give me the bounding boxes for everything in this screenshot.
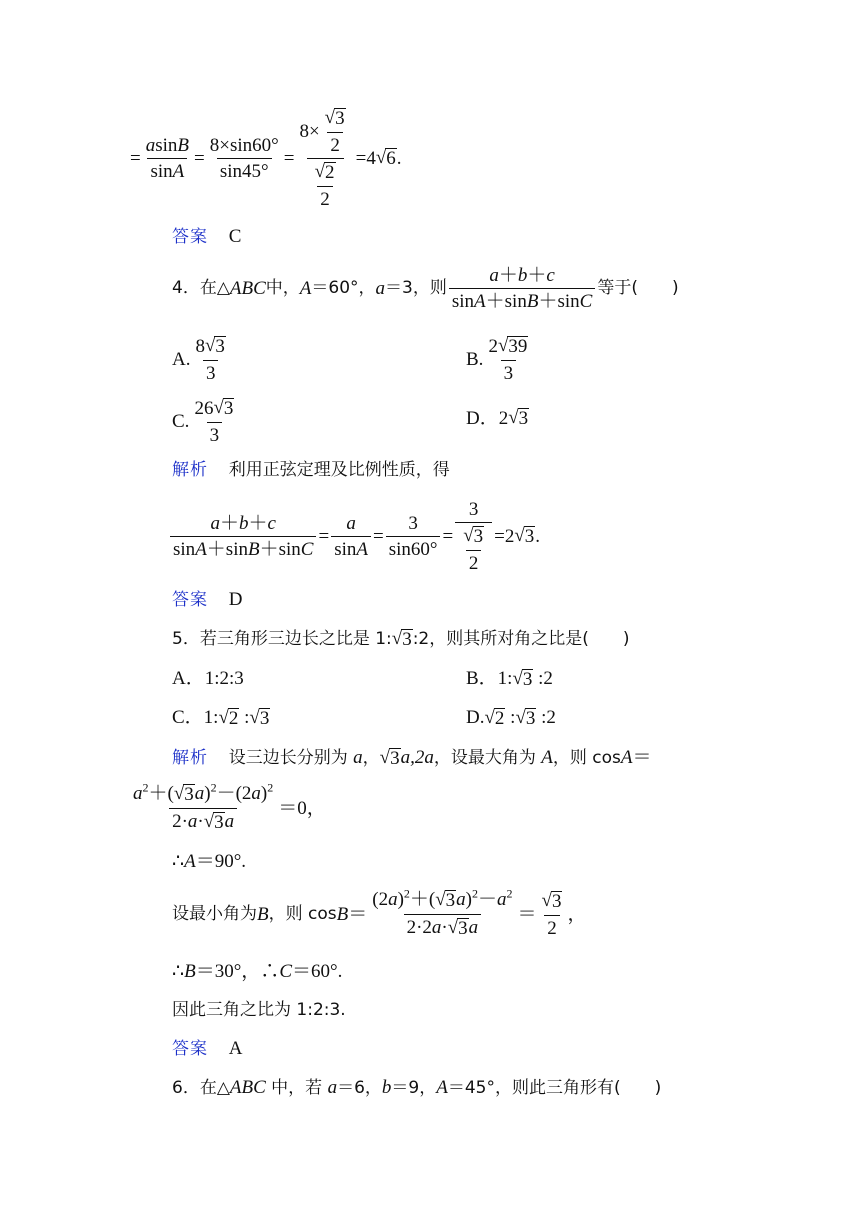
analysis-q5-cosB: 设最小角为 B ，则 cos B ＝ $(2a)^2+$( √ 3 $a)^2-a^2$ 2·2a· √ 3 a ＝ √ 3 2 ， — [172, 886, 587, 939]
analysis-q4-equation: $\frac{a+b+c}{\sin A+\sin B+\sin C}$ = $\frac{a}{\sin A}$ = $\frac{3}{\sin 60^\circ}$ = 3 √ 3 2 =2 √ 3 . — [168, 500, 540, 573]
analysis-q5-line5: ∴B＝30°，∴C＝60°. — [172, 961, 343, 982]
option-c-q4[interactable]: C. 26 √ 3 3 — [172, 397, 234, 446]
fraction-asinB-over-sinA: $\frac{asinB}{\sin A}$ — [145, 134, 190, 182]
answer-value: C — [228, 226, 242, 247]
analysis-q5-line6: 因此三角之比为 1:2:3. — [172, 1000, 346, 1020]
fraction-abc-over-sines: $\frac{a+b+c}{\sin A+\sin B+\sin C}$ — [449, 266, 595, 311]
analysis-label: 解析 — [172, 460, 208, 480]
sqrt-6: √ 6 — [375, 146, 396, 169]
option-c-q5[interactable]: C．1: √ 2 : √ 3 — [172, 707, 270, 729]
fraction-8sin60-over-sin45: $\frac{8\times\sin 60^\circ}{\sin 45^\circ}$ — [209, 134, 279, 182]
option-b-q4[interactable]: B. 2 √ 39 3 — [466, 335, 528, 384]
answer-line-q5: 答案 A — [172, 1038, 243, 1059]
answer-line-q4: 答案 D — [172, 589, 243, 610]
analysis-q5-line3: ∴A＝90°. — [172, 851, 247, 872]
analysis-q5-line1: 解析 设三边长分别为 a， √ 3 a,2a，设最大角为 A，则 cosA＝ — [172, 747, 652, 769]
option-b-q5[interactable]: B．1: √ 3 :2 — [466, 668, 553, 690]
answer-label: 答案 — [172, 227, 208, 247]
option-d-q5[interactable]: D. √ 2 : √ 3 :2 — [466, 707, 556, 729]
equals-sign: = — [130, 147, 141, 169]
question-4: 4．在△ ABC 中， A ＝60°， a ＝3，则 $\frac{a+b+c}{\sin A+\sin B+\sin C}$ 等于( ) — [172, 265, 679, 312]
complex-fraction: 8× √ 3 2 √ 2 2 — [299, 107, 345, 210]
option-d-q4[interactable]: D．2 √ 3 — [466, 407, 529, 429]
option-a-q4[interactable]: A. 8 √ 3 3 — [172, 335, 225, 384]
answer-line-q3 — [172, 227, 241, 246]
analysis-q4-heading: 解析 利用正弦定理及比例性质，得 — [172, 460, 450, 480]
question-5: 5．若三角形三边长之比是 1: √ 3 :2，则其所对角之比是( ) — [172, 628, 630, 650]
option-a-q5[interactable]: A．1:2:3 — [172, 668, 244, 689]
equation-continuation: = $\frac{asinB}{\sin A}$ = $\frac{8\times\sin 60^\circ}{\sin 45^\circ}$ = 8× √ 3 2 √ 2 2 =4 √ 6 . — [130, 107, 402, 210]
analysis-q5-cosA-formula: $a^2+$( √ 3 $a)^2-(2a)^2$ 2·a· √ 3 a ＝0， — [133, 780, 326, 833]
question-6: 6．在△ABC 中，若 a＝6，b＝9，A＝45°，则此三角形有( ) — [172, 1077, 662, 1098]
